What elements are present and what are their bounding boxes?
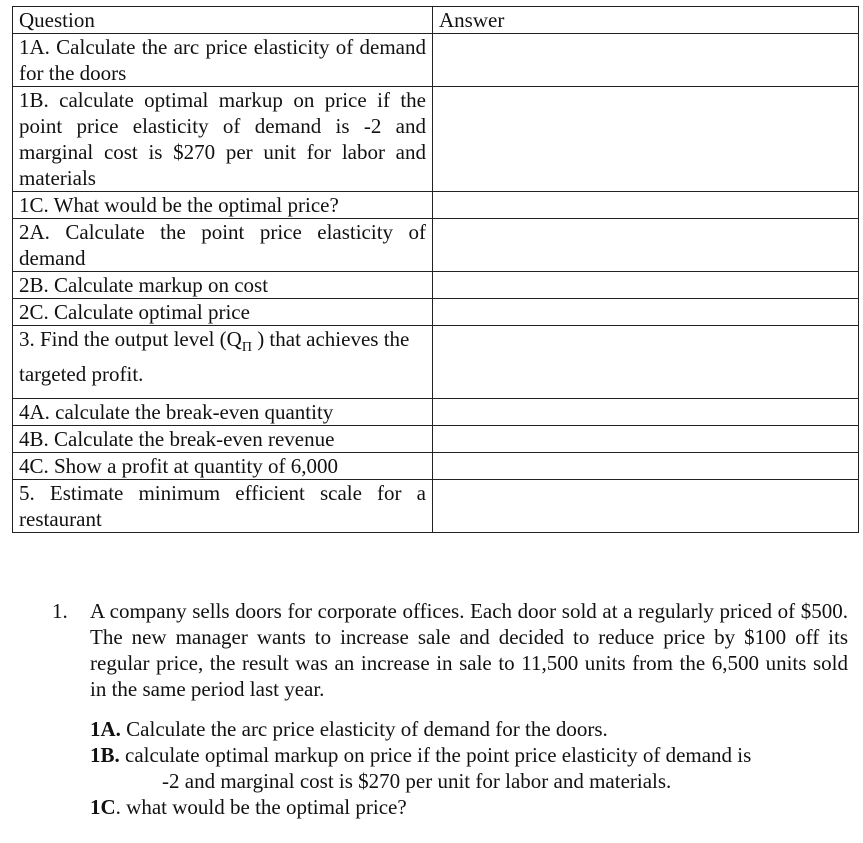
answer-cell[interactable] (433, 219, 859, 272)
answer-cell[interactable] (433, 34, 859, 87)
pi-subscript: Π (241, 340, 252, 356)
question-cell: 1C. What would be the optimal price? (13, 192, 433, 219)
answer-cell[interactable] (433, 272, 859, 299)
part-label: 1B. (90, 743, 120, 767)
problem-part-1b-continuation: -2 and marginal cost is $270 per unit for labor and materials. (162, 769, 672, 793)
table-row (13, 399, 859, 426)
table-row (13, 453, 859, 480)
answer-column-header: Answer (433, 7, 859, 34)
answer-cell[interactable] (433, 426, 859, 453)
table-header-row (13, 7, 859, 34)
question-answer-table (12, 6, 859, 533)
table-row (13, 34, 859, 87)
table-row (13, 192, 859, 219)
problem-part-1c (90, 794, 848, 820)
table-row (13, 272, 859, 299)
question-cell: 1B. calculate optimal markup on price if the point price elasticity of demand is -2 and marginal cost is $270 per unit for labor and materials (13, 87, 433, 192)
answer-cell[interactable] (433, 453, 859, 480)
part-label: 1A. (90, 717, 121, 741)
problem-parts (90, 716, 848, 820)
answer-cell[interactable] (433, 87, 859, 192)
answer-cell[interactable] (433, 326, 859, 399)
table-row (13, 299, 859, 326)
answer-cell[interactable] (433, 399, 859, 426)
table-row (13, 219, 859, 272)
question-cell: 2B. Calculate markup on cost (13, 272, 433, 299)
question-cell: 2C. Calculate optimal price (13, 299, 433, 326)
part-text: calculate optimal markup on price if the point price elasticity of demand is (119, 743, 752, 767)
table-row (13, 87, 859, 192)
problem-part-1a (90, 716, 848, 742)
question-cell: 4B. Calculate the break-even revenue (13, 426, 433, 453)
table-row (13, 326, 859, 399)
problem-statement: A company sells doors for corporate offices. Each door sold at a regularly priced of $500. The new manager wants to increase sale and decided to reduce price by $100 off its regular price, the result was an increase in sale to 11,500 units from the 6,500 units sold in the same period last year. (90, 599, 848, 701)
question-cell: 4C. Show a profit at quantity of 6,000 (13, 453, 433, 480)
part-text: . what would be the optimal price? (115, 795, 407, 819)
question-text-suffix: ) that achieves the targeted profit. (19, 327, 410, 387)
question-cell: 1A. Calculate the arc price elasticity of demand for the doors (13, 34, 433, 87)
question-text-prefix: 3. Find the output level (Q (19, 327, 242, 351)
question-cell: 2A. Calculate the point price elasticity of demand (13, 219, 433, 272)
problem-statement-section (52, 598, 848, 820)
problem-number: 1. (52, 599, 68, 623)
answer-cell[interactable] (433, 480, 859, 533)
question-column-header: Question (13, 7, 433, 34)
answer-cell[interactable] (433, 192, 859, 219)
part-label: 1C (90, 795, 116, 819)
part-text: Calculate the arc price elasticity of demand for the doors. (120, 717, 608, 741)
answer-cell[interactable] (433, 299, 859, 326)
question-cell: 4A. calculate the break-even quantity (13, 399, 433, 426)
question-cell (13, 326, 433, 399)
problem-part-1b (90, 742, 848, 768)
table-row (13, 480, 859, 533)
table-row (13, 426, 859, 453)
question-cell: 5. Estimate minimum efficient scale for a restaurant (13, 480, 433, 533)
